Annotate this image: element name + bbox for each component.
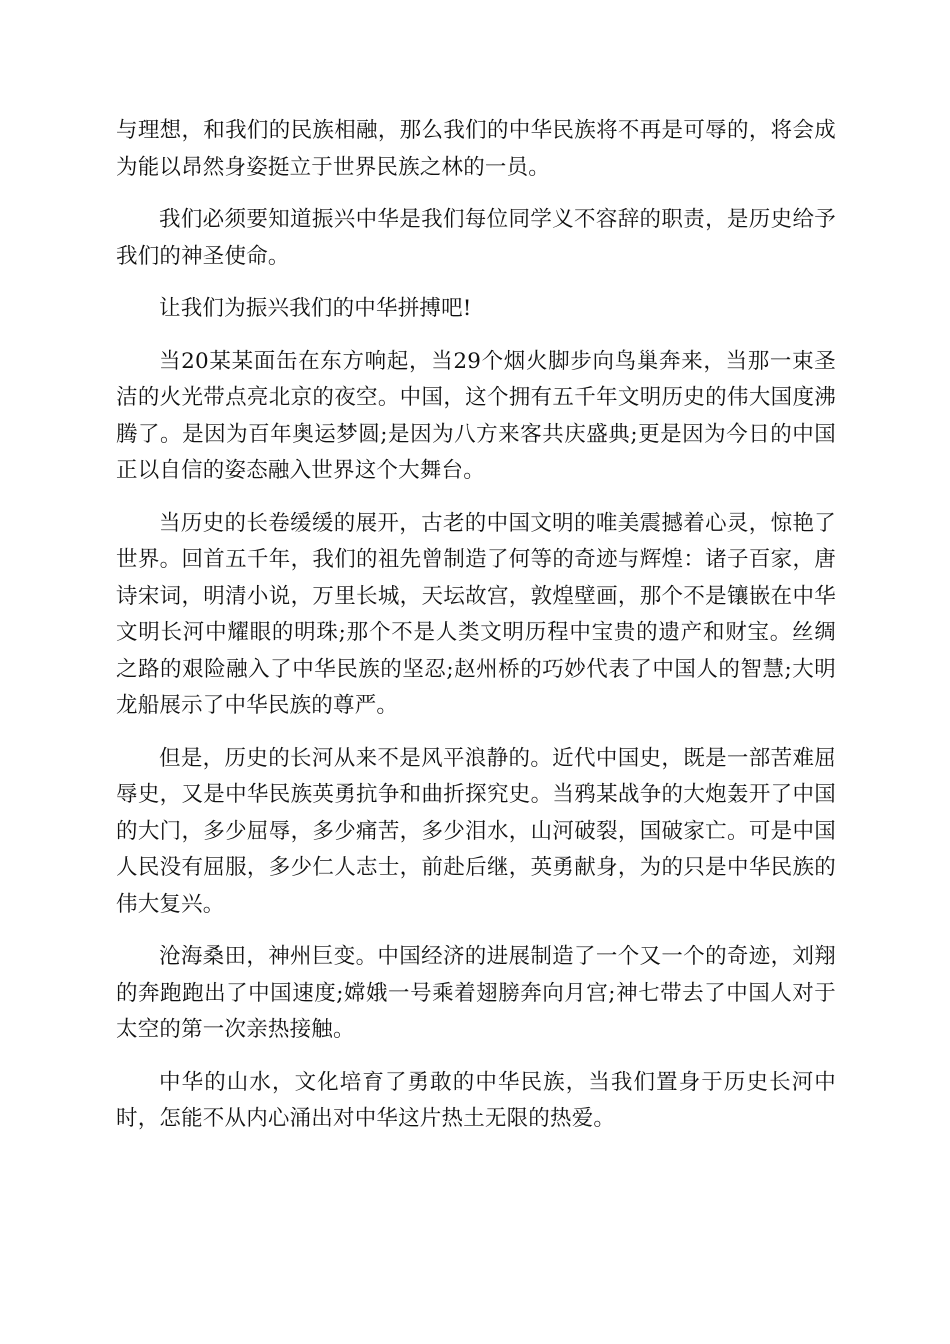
paragraph: 沧海桑田，神州巨变。中国经济的进展制造了一个又一个的奇迹，刘翔的奔跑跑出了中国速度;嫦娥一号乘着翅膀奔向月宫;神七带去了中国人对于太空的第一次亲热接触。 <box>116 944 836 1042</box>
paragraph: 当历史的长卷缓缓的展开，古老的中国文明的唯美震撼着心灵，惊艳了世界。回首五千年，我们的祖先曾制造了何等的奇迹与辉煌：诸子百家，唐诗宋词，明清小说，万里长城，天坛故宫，敦煌壁画，那个不是镶嵌在中华文明长河中耀眼的明珠;那个不是人类文明历程中宝贵的遗产和财宝。丝绸之路的艰险融入了中华民族的坚忍;赵州桥的巧妙代表了中国人的智慧;大明龙船展示了中华民族的尊严。 <box>116 510 836 718</box>
paragraph: 当20某某面缶在东方响起，当29个烟火脚步向鸟巢奔来，当那一束圣洁的火光带点亮北京的夜空。中国，这个拥有五千年文明历史的伟大国度沸腾了。是因为百年奥运梦圆;是因为八方来客共庆盛典;更是因为今日的中国正以自信的姿态融入世界这个大舞台。 <box>116 348 836 483</box>
paragraph: 但是，历史的长河从来不是风平浪静的。近代中国史，既是一部苦难屈辱史，又是中华民族英勇抗争和曲折探究史。当鸦某战争的大炮轰开了中国的大门，多少屈辱，多少痛苦，多少泪水，山河破裂，国破家亡。可是中国人民没有屈服，多少仁人志士，前赴后继，英勇献身，为的只是中华民族的伟大复兴。 <box>116 745 836 917</box>
paragraph: 让我们为振兴我们的中华拼搏吧! <box>159 296 472 321</box>
document-body <box>116 113 836 1154</box>
paragraph: 我们必须要知道振兴中华是我们每位同学义不容辞的职责，是历史给予我们的神圣使命。 <box>116 207 836 269</box>
paragraph-continuation: 与理想，和我们的民族相融，那么我们的中华民族将不再是可辱的，将会成为能以昂然身姿挺立于世界民族之林的一员。 <box>116 118 836 180</box>
paragraph: 中华的山水，文化培育了勇敢的中华民族，当我们置身于历史长河中时，怎能不从内心涌出对中华这片热土无限的热爱。 <box>116 1069 836 1131</box>
